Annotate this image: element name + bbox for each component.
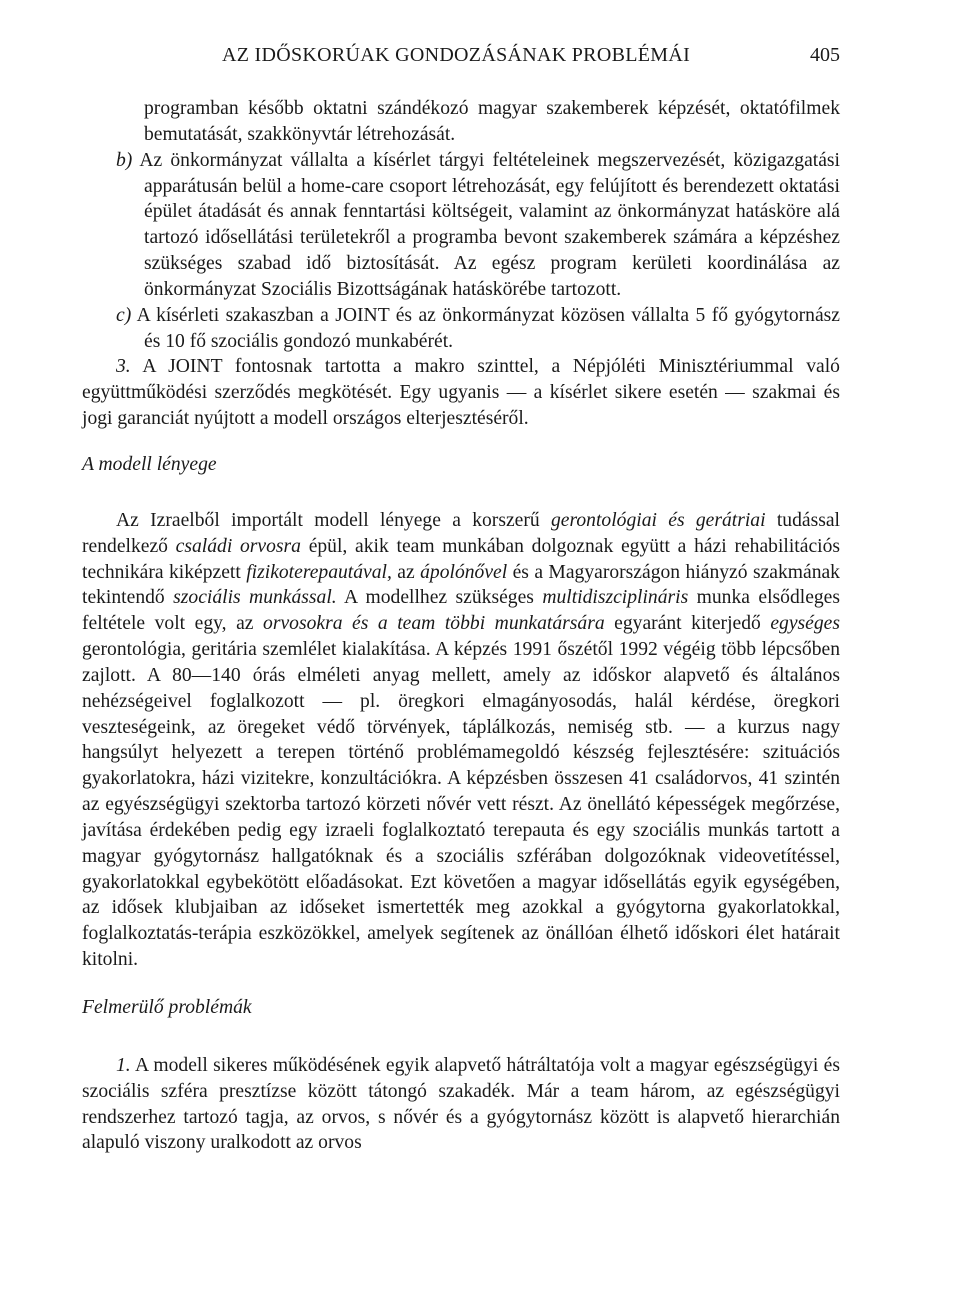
body-text: tudással rendelkező [82,509,840,557]
item-label: 3. [116,356,131,378]
body-text: egyaránt kiterjedő [604,613,771,635]
body-text: és a Magyarországon hiányzó szakmának tekintendő [82,561,840,609]
list-item-b [82,148,840,303]
item-text: Az önkormányzat vállalta a kísérlet tárgyi feltételeinek megszervezését, közigazgatási apparátusán belül a home-care csoport létrehozását, egy felújított és berendezett oktatási épület átadását és annak fenntartási költségeit, valamint az önkormányzat hatásköre alá tartozó idősellátási területekről a programba bevont szakemberek számára a képzéshez szükséges szabad idő biztosítását. Az egész program kerületi koordinálása az önkormányzat Szociális Bizottságának hatáskörébe tartozott. [139,149,840,300]
body-text: Az Izraelből importált modell lényege a korszerű [116,509,551,531]
body-text: épül, akik team munkában dolgoznak együtt a házi rehabilitációs technikára kiképzett [82,535,841,583]
item-text: A kísérleti szakaszban a JOINT és az önkormányzat közösen vállalta 5 fő gyógytornász és 10 fő szociális gondozó munkabérét. [136,304,840,352]
item-label: b) [116,149,133,171]
emphasis-text: gerontológiai és gerátriai [550,509,766,531]
body-text: gerontológia, geritária szemlélet kialakítása. A képzés 1991 őszétől 1992 végéig több lépcsőben zajlott. A 80—140 órás elméleti anyag mellett, amely az időskor alapvető és általános nehézségeivel foglalkozott — pl. öregkori elmagányosodás, halál kérdése, öregkori veszteségeink, az öregeket védő törvények, táplálkozás, nemiség stb. — a kurzus nagy hangsúlyt helyezett a terepen történő problémamegoldó készség fejlesztésére: szituációs gyakorlatokra, házi vizitekre, konzultációkra. A képzésben összesen 41 családorvos, 41 szintén az egyészségügyi szektorba tartozó körzeti nővér vett részt. Az önellátó képességek megőrzése, javítása érdekében pedig egy izraeli foglalkoztató terepauta és egy szociális munkás tartott a magyar gyógytornász hallgatóknak és a szociális szférában dolgozóknak videovetítéssel, gyakorlatokkal egybekötött előadásokat. Ezt követően a magyar idősellátás egyik egységében, az idősek klubjaiban az időseket ismertették meg azokkal a gyógytorna gyakorlatokkal, foglalkoztatás-terápia eszközökkel, amelyek segítenek az önállóan élhető időskori élet határait kitolni. [82,639,840,971]
emphasis-text: fizikoterepautával, [246,561,392,583]
numbered-paragraph-1 [82,1053,840,1156]
body-text: munka elsődleges feltétele volt egy, az [82,587,841,635]
emphasis-text: családi orvosra [175,535,301,557]
page-body [82,96,840,1156]
emphasis-text: multidiszciplináris [542,587,689,609]
emphasis-text: szociális munkással. [173,587,337,609]
section-heading: Felmerülő problémák [82,997,252,1018]
numbered-paragraph-3 [82,354,840,432]
item-label: 1. [116,1054,131,1076]
item-text: A modell sikeres működésének egyik alapvető hátráltatója volt a magyar egészségügyi és szociális szféra presztízse között tátongó szakadék. Már a team három, az egészségügyi rendszerhez tartozó tagja, az orvos, s nővér és a gyógytornász között is alapvető hierarchián alapuló viszony uralkodott az orvos [82,1054,840,1154]
body-text: az [391,561,421,583]
running-title: AZ IDŐSKORÚAK GONDOZÁSÁNAK PROBLÉMÁI [222,44,691,66]
section-paragraph [82,508,840,973]
page-number: 405 [810,44,840,66]
continuation-paragraph: programban később oktatni szándékozó magyar szakemberek képzését, oktatófilmek bemutatását, szakkönyvtár létrehozását. [144,98,840,145]
emphasis-text: ápolónővel [420,561,508,583]
page-header [82,44,840,72]
emphasis-text: orvosokra és a team többi munkatársára [263,613,605,635]
body-text: A modellhez szükséges [336,587,543,609]
emphasis-text: egységes [770,613,840,635]
list-item-c [82,303,840,355]
item-label: c) [116,304,132,326]
section-heading: A modell lényege [82,453,217,475]
item-text: A JOINT fontosnak tartotta a makro szinttel, a Népjóléti Minisztériummal való együttműködési szerződés megkötését. Egy ugyanis — a kísérlet sikere esetén — szakmai és jogi garanciát nyújtott a modell országos elterjesztéséről. [82,356,840,430]
